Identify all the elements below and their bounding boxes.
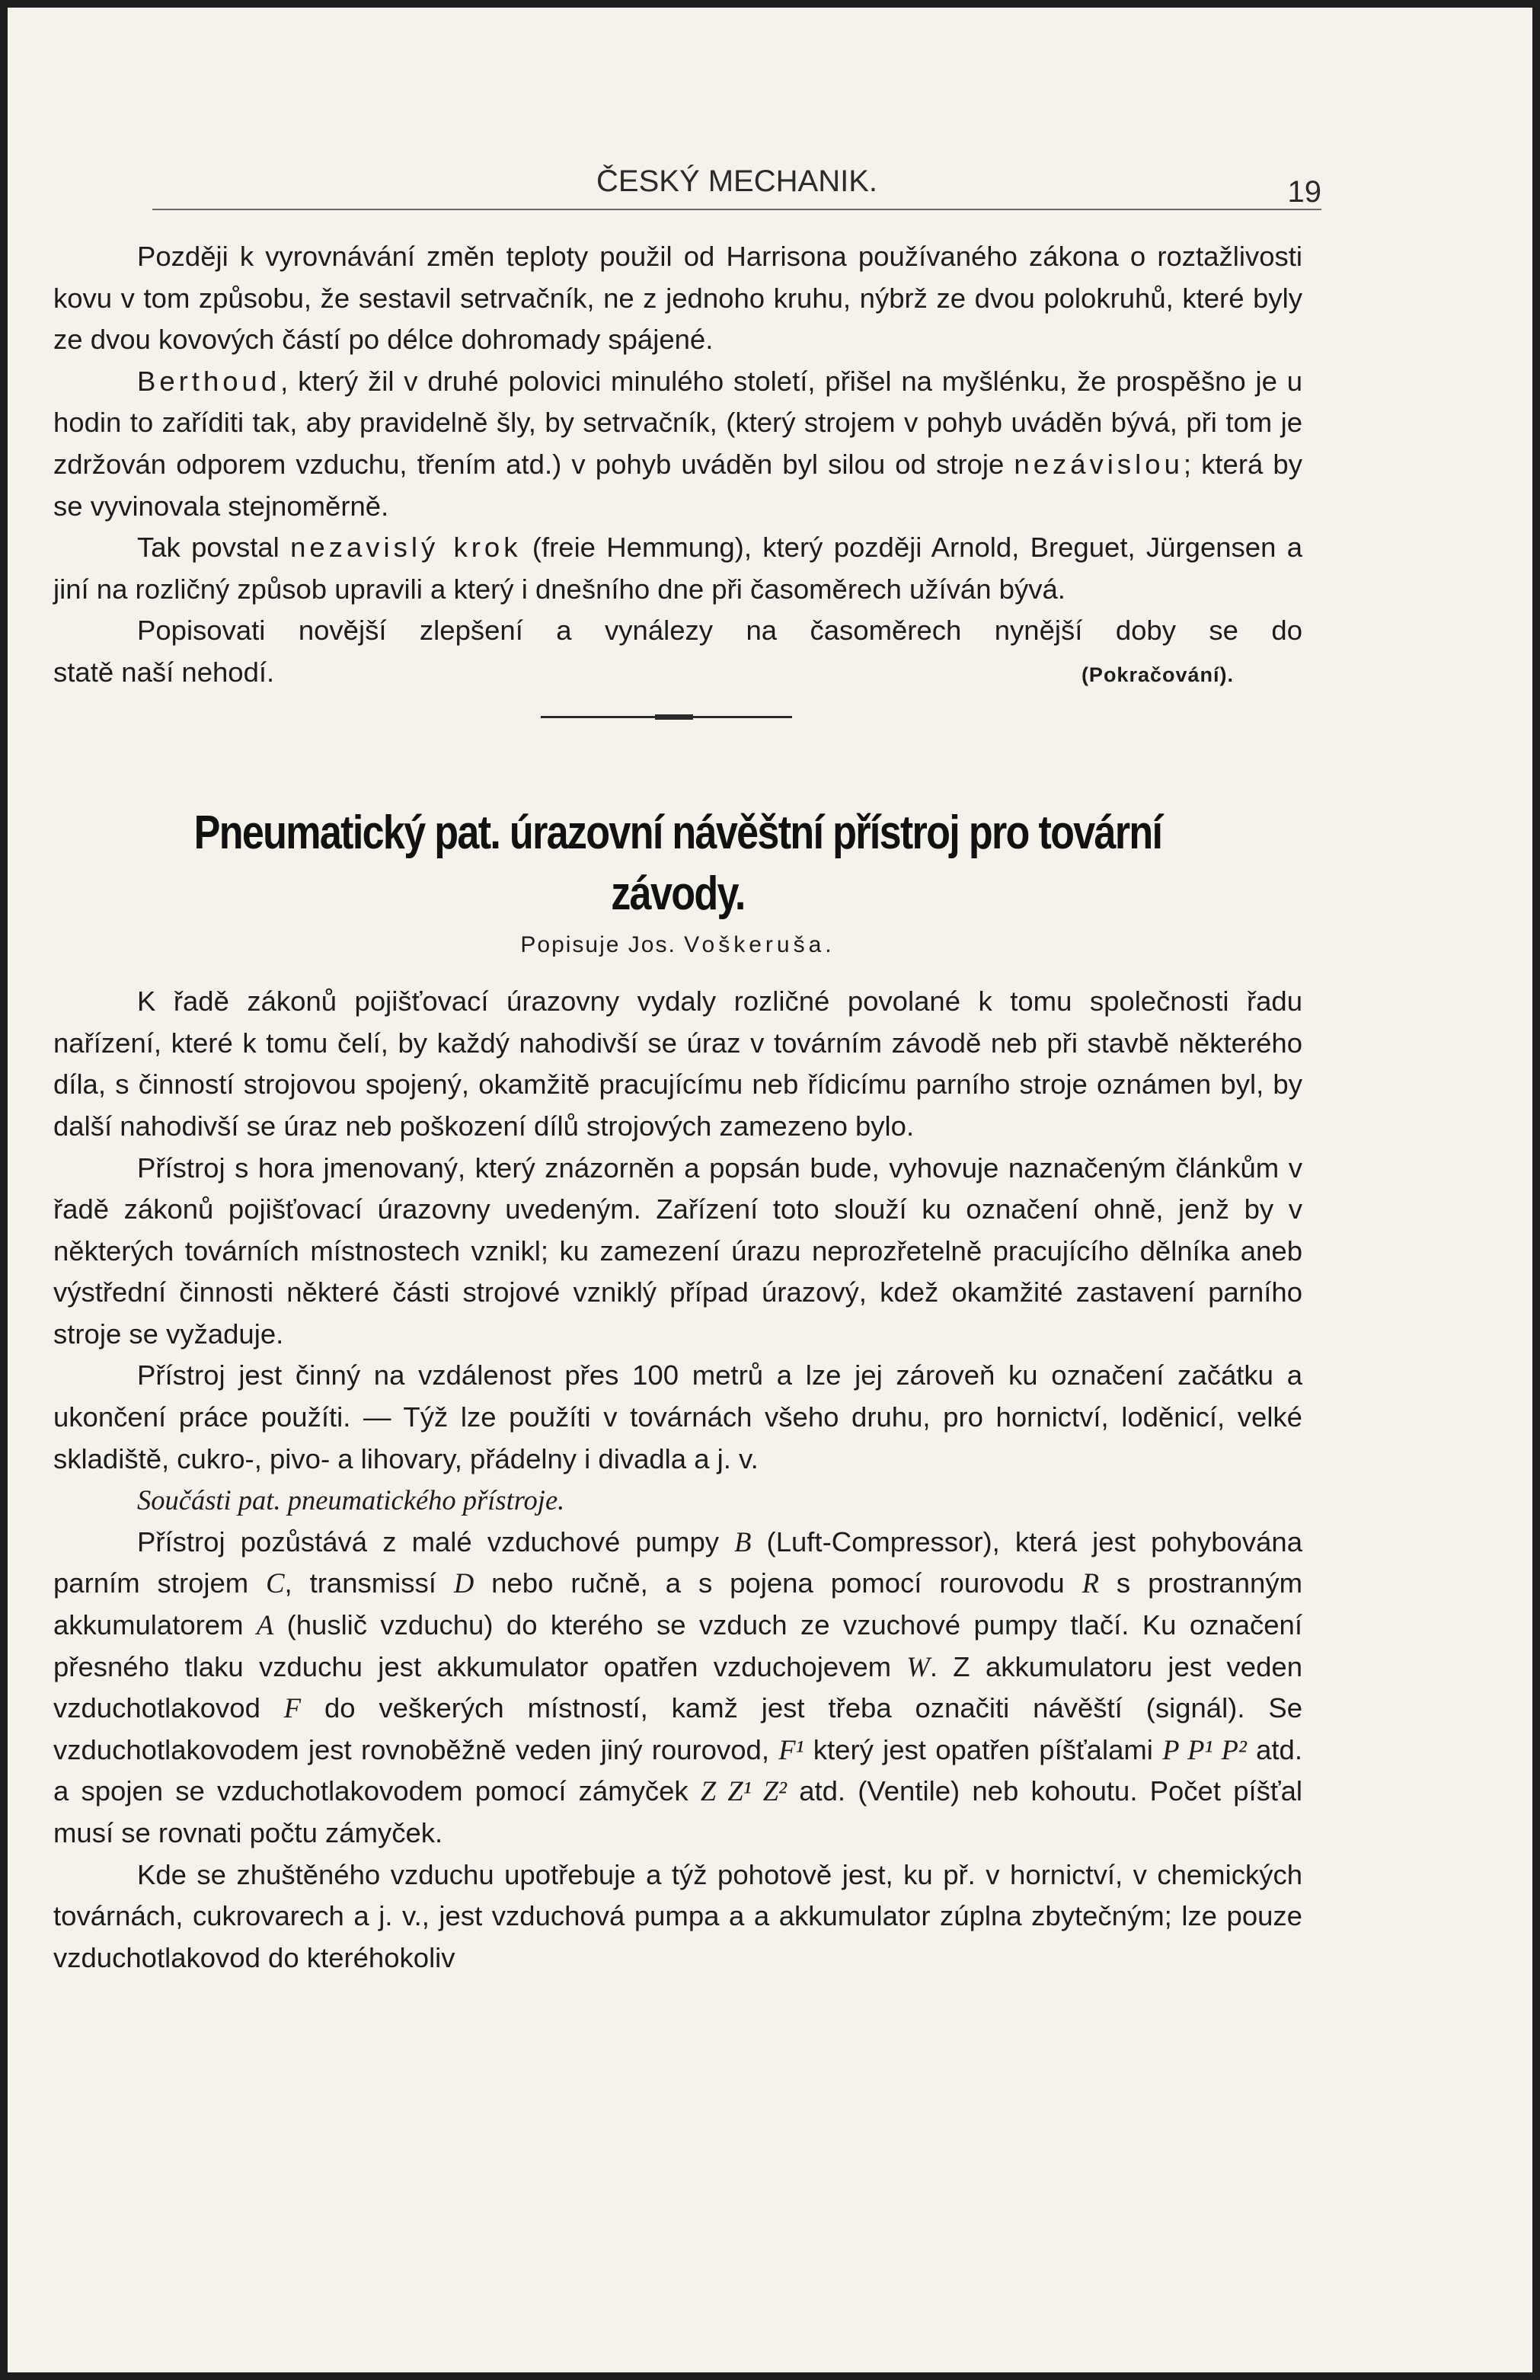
article2-paragraph-3: Přístroj jest činný na vzdálenost přes 100 metrů a lze jej zároveň ku označení začátku a ukončení práce použíti. — Týž lze použíti v továrnách všeho druhu, pro hornictví, loděnicí, velké skladiště, cukro-, pivo- a lihovary, přádelny i divadla a j. v. [53, 1359, 1302, 1474]
var-f1: F¹ [778, 1733, 804, 1765]
spaced-name-berthoud: Berthoud [137, 365, 281, 397]
article1-paragraph-1: Později k vyrovnávání změn teploty použil od Harrisona používaného zákona o roztažlivosti kovu v tom způsobu, že sestavil setrvačník, ne z jednoho kruhu, nýbrž ze dvou polokruhů, které byly ze dvou kovových částí po délce dohromady spájené. [53, 241, 1302, 356]
section-divider [53, 704, 1302, 734]
var-f: F [283, 1692, 302, 1724]
var-z-list: Z Z¹ Z² [700, 1775, 787, 1807]
article1-paragraph-3: Tak povstal nezavislý krok (freie Hemmung), který později Arnold, Breguet, Jürgensen a jiní na rozličný způsob upravili a který i dnešního dne při časoměrech užíván bývá. [53, 532, 1303, 605]
page-body [53, 236, 1302, 1979]
article1-paragraph-2: Berthoud, který žil v druhé polovici minulého století, přišel na myšlénku, že prospěšno je u hodin to zaříditi tak, aby pravidelně šly, by setrvačník, (který strojem v pohyb uváděn bývá, při tom je zdržován odporem vzduchu, třením atd.) v pohyb uváděn byl silou od stroje nezávislou; která by se vyvinovala stejnoměrně. [53, 365, 1302, 522]
var-d: D [453, 1567, 474, 1599]
book-page [8, 8, 1532, 2372]
var-c: C [266, 1567, 285, 1599]
article2-paragraph-2: Přístroj s hora jmenovaný, který znázorněn a popsán bude, vyhovuje naznačeným článkům v řadě zákonů pojišťovací úrazovny uvedeným. Zařízení toto slouží ku označení ohně, jenž by v některých továrních místnostech vznikl; ku zamezení úrazu neprozřetelně pracujícího dělníka aneb výstřední činnosti některé části strojové vzniklý případ úrazový, kdež okamžité zastavení parního stroje se vyžaduje. [53, 1152, 1302, 1350]
article1-paragraph-4-line-1: Popisovati novější zlepšení a vynálezy na časoměrech nynější doby se do [137, 615, 1302, 647]
divider-center [655, 714, 693, 720]
var-r: R [1082, 1567, 1099, 1599]
var-p-list: P P¹ P² [1162, 1733, 1247, 1765]
page-number: 19 [1287, 175, 1321, 209]
running-title: ČESKÝ MECHANIK. [596, 165, 877, 198]
header-rule [152, 209, 1321, 210]
author-name: Voškeruša. [684, 931, 835, 957]
article2-paragraph-1: K řadě zákonů pojišťovací úrazovny vydaly rozličné povolané k tomu společnosti řadu nařízení, které k tomu čelí, by každý nahodivší se úraz v továrním závodě neb při stavbě některého díla, s činností strojovou spojený, okamžitě pracujícímu neb řídicímu parního stroje oznámen byl, by další nahodivší se úraz neb poškození dílů strojových zamezeno bylo. [53, 986, 1302, 1142]
article1-closing-row [53, 652, 1302, 696]
article1-paragraph-4-line-2: statě naší nehodí. [53, 656, 275, 688]
article2-byline: Popisuje Jos. Voškeruša. [520, 931, 835, 957]
spaced-term-nezavislou: nezávislou [1014, 448, 1184, 480]
var-a: A [256, 1609, 274, 1641]
continued-note: (Pokračování). [1081, 663, 1234, 686]
article2-paragraph-5: Kde se zhuštěného vzduchu upotřebuje a týž pohotově jest, ku př. v hornictví, v chemických továrnách, cukrovarech a j. v., jest vzduchová pumpa a a akkumulator zúplna zbytečným; lze pouze vzduchotlakovod do kteréhokoliv [53, 1858, 1302, 1973]
article2-paragraph-4: Přístroj pozůstává z malé vzduchové pumpy B (Luft-Compressor), která jest pohybována parním strojem C, transmissí D nebo ručně, a s pojena pomocí rourovodu R s prostranným akkumulatorem A (huslič vzduchu) do kterého se vzduch ze vzuchové pumpy tlačí. Ku označení přesného tlaku vzduchu jest akkumulator opatřen vzduchojevem W. Z akkumulatoru jest veden vzduchotlakovod F do veškerých místností, kamž jest třeba označiti návěští (signál). Se vzduchotlakovodem jest rovnoběžně veden jiný rourovod, F¹ který jest opatřen píšťalami P P¹ P² atd. a spojen se vzduchotlakovodem pomocí zámyček Z Z¹ Z² atd. (Ventile) neb kohoutu. Počet píšťal musí se rovnati počtu zámyček. [53, 1525, 1302, 1848]
var-w: W [906, 1650, 930, 1682]
page-header [152, 165, 1321, 210]
spaced-term-nezavisly-krok: nezavislý krok [290, 532, 522, 564]
var-b: B [734, 1525, 752, 1557]
article2-subheading: Součásti pat. pneumatického přístroje. [137, 1484, 565, 1516]
article2-title: Pneumatický pat. úrazovní návěštní přístroj pro tovární závody. [193, 806, 1162, 920]
